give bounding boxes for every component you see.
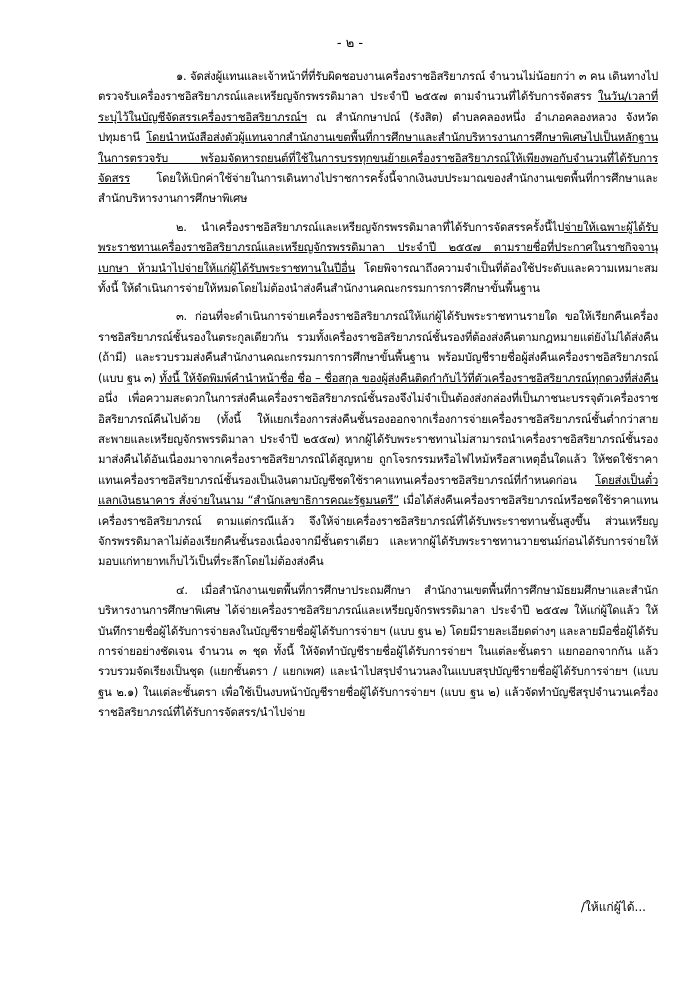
text-segment: เมื่อสำนักงานเขตพื้นที่การศึกษาประถมศึกษา สำนักงานเขตพื้นที่การศึกษามัธยมศึกษาและสำนักบริหารงานการศึกษาพิเศษ ได้จ่ายเครื่องราชอิสริยาภรณ์และเหรียญจักรพรรดิมาลา ประจำปี ๒๕๕๗ ให้แก่ผู้ใดแล้ว ให้บันทึกรายชื่อผู้ได้รับการจ่ายลงในบัญชีรายชื่อผู้ได้รับการจ่ายฯ (แบบ ฐน ๒) โดยมีรายละเอียดต่างๆ และลายมือชื่อผู้ได้รับการจ่ายอย่างชัดเจน จำนวน ๓ ชุด ทั้งนี้ ให้จัดทำบัญชีรายชื่อผู้ได้รับการจ่ายฯ ในแต่ละชั้นตรา แยกออกจากกัน แล้วรวบรวมจัดเรียงเป็นชุด (แยกชั้นตรา / แยกเพศ) และนำไปสรุปจำนวนลงในแบบสรุปบัญชีรายชื่อผู้ได้รับการจ่ายฯ (แบบ ฐน ๒.๑) ในแต่ละชั้นตรา เพื่อใช้เป็นงบหน้าบัญชีรายชื่อผู้ได้รับการจ่ายฯ (แบบ ฐน ๒) แล้วจัดทำบัญชีสรุปจำนวนเครื่องราชอิสริยาภรณ์ที่ได้รับการจัดสรร/นำไปจ่าย <box>98 582 658 720</box>
paragraph-number: ๓. <box>176 309 187 324</box>
text-segment: โดยพิจารณาถึงความจำเป็นที่ต้องใช้ประดับและความเหมาะสม ทั้งนี้ ให้ดำเนินการจ่ายให้หมดโดยไม่ต้องนำส่งคืนสำนักงานคณะกรรมการการศึกษาขั้นพื้นฐาน <box>98 260 658 296</box>
text-segment: อนึ่ง เพื่อความสะดวกในการส่งคืนเครื่องราชอิสริยาภรณ์ชั้นรองจึงไม่จำเป็นต้องส่งกล่องที่เป็นภาชนะบรรจุตัวเครื่องราชอิสริยาภรณ์คืนไปด้วย (ทั้งนี้ ให้แยกเรื่องการส่งคืนชั้นรองออกจากเรื่องการจ่ายเครื่องราชอิสริยาภรณ์ชั้นต่ำกว่าสายสะพายและเหรียญจักรพรรดิมาลา ประจำปี ๒๕๕๗) หากผู้ได้รับพระราชทานไม่สามารถนำเครื่องราชอิสริยาภรณ์ชั้นรองมาส่งคืนได้อันเนื่องมาจากเครื่องราชอิสริยาภรณ์ได้สูญหาย ถูกโจรกรรมหรือไฟไหม้หรือสาเหตุอื่นใดแล้ว ให้ชดใช้ราคาแทนเครื่องราชอิสริยาภรณ์ชั้นรองเป็นเงินตามบัญชีชดใช้ราคาแทนเครื่องราชอิสริยาภรณ์ที่กำหนดก่อน <box>98 391 658 487</box>
text-segment: โดยให้เบิกค่าใช้จ่ายในการเดินทางไปราชการครั้งนี้จากเงินงบประมาณของสำนักงานเขตพื้นที่การศึกษาและสำนักบริหารงานการศึกษาพิเศษ <box>98 171 658 206</box>
text-segment: ก่อนที่จะดำเนินการจ่ายเครื่องราชอิสริยาภรณ์ให้แก่ผู้ได้รับพระราชทานรายใด ขอให้เรียกคืนเครื่องราชอิสริยาภรณ์ชั้นรองในตระกูลเดียวกัน รวมทั้งเครื่องราชอิสริยาภรณ์ชั้นรองที่ต้องส่งคืนตามกฎหมายแต่ยังไม่ได้ส่งคืน (ถ้ามี) และรวบรวมส่งคืนสำนักงานคณะกรรมการการศึกษาขั้นพื้นฐาน พร้อมบัญชีรายชื่อผู้ส่งคืนเครื่องราชอิสริยาภรณ์ (แบบ ฐน ๓) <box>98 309 658 385</box>
paragraph-4 <box>98 580 658 723</box>
underlined-text: จ่ายให้เฉพาะผู้ได้รับพระราชทานเครื่องราชอิสริยาภรณ์และเหรียญจักรพรรดิมาลา ประจำปี ๒๕๕๗ ตามรายชื่อที่ประกาศในราชกิจจานุเบกษา ห้ามนำไปจ่ายให้แก่ผู้ได้รับพระราชทานในปีอื่น <box>98 219 658 275</box>
text-segment: ณ สำนักกษาปณ์ (รังสิต) ตำบลคลองหนึ่ง อำเภอคลองหลวง จังหวัดปทุมธานี <box>98 109 658 145</box>
continuation-note: /ให้แก่ผู้ได้... <box>580 900 646 914</box>
underlined-text: โดยส่งเป็นตั๋วแลกเงินธนาคาร สั่งจ่ายในนาม “สำนักเลขาธิการคณะรัฐมนตรี” <box>98 472 658 508</box>
paragraph-number: ๒. <box>176 219 187 234</box>
underlined-text: โดยนำหนังสือส่งตัวผู้แทนจากสำนักงานเขตพื้นที่การศึกษาและสำนักบริหารงานการศึกษาพิเศษไปเป็นหลักฐานในการตรวจรับ พร้อมจัดหารถยนต์ที่ใช้ในการบรรทุกขนย้ายเครื่องราชอิสริยาภรณ์ให้เพียงพอกับจำนวนที่ได้รับการจัดสรร <box>98 130 658 186</box>
underlined-text: ทั้งนี้ ให้จัดพิมพ์คำนำหน้าชื่อ ชื่อ – ชื่อสกุล ของผู้ส่งคืนติดกำกับไว้ที่ตัวเครื่องราชอิสริยาภรณ์ทุกดวงที่ส่งคืน <box>159 370 658 385</box>
paragraph-3 <box>98 306 658 571</box>
paragraph-number: ๔. <box>176 582 188 597</box>
page-number: - ๒ - <box>336 36 364 51</box>
paragraph-number: ๑. <box>176 69 187 83</box>
text-segment: นำเครื่องราชอิสริยาภรณ์และเหรียญจักรพรรดิมาลาที่ได้รับการจัดสรรครั้งนี้ไป <box>201 219 565 234</box>
paragraph-2 <box>98 217 658 299</box>
text-segment: เมื่อได้ส่งคืนเครื่องราชอิสริยาภรณ์หรือชดใช้ราคาแทนเครื่องราชอิสริยาภรณ์ ตามแต่กรณีแล้ว จึงให้จ่ายเครื่องราชอิสริยาภรณ์ที่ได้รับพระราชทานชั้นสูงขึ้น ส่วนเหรียญจักรพรรดิมาลาไม่ต้องเรียกคืนชั้นรองเนื่องจากมีชั้นตราเดียว และหากผู้ได้รับพระราชทานวายชนม์ก่อนได้รับการจ่ายให้มอบแก่ทายาทเก็บไว้เป็นที่ระลึกโดยไม่ต้องส่งคืน <box>98 493 659 569</box>
text-segment: จัดส่งผู้แทนและเจ้าหน้าที่ที่รับผิดชอบงานเครื่องราชอิสริยาภรณ์ จำนวนไม่น้อยกว่า ๓ คน เดินทางไปตรวจรับเครื่องราชอิสริยาภรณ์และเหรียญจักรพรรดิมาลา ประจำปี ๒๕๕๗ ตามจำนวนที่ได้รับการจัดสรร <box>98 69 659 104</box>
underlined-text: ในวัน/เวลาที่ระบุไว้ในบัญชีจัดสรรเครื่องราชอิสริยาภรณ์ฯ <box>98 89 658 124</box>
document-body <box>98 66 658 723</box>
paragraph-1 <box>98 66 658 209</box>
